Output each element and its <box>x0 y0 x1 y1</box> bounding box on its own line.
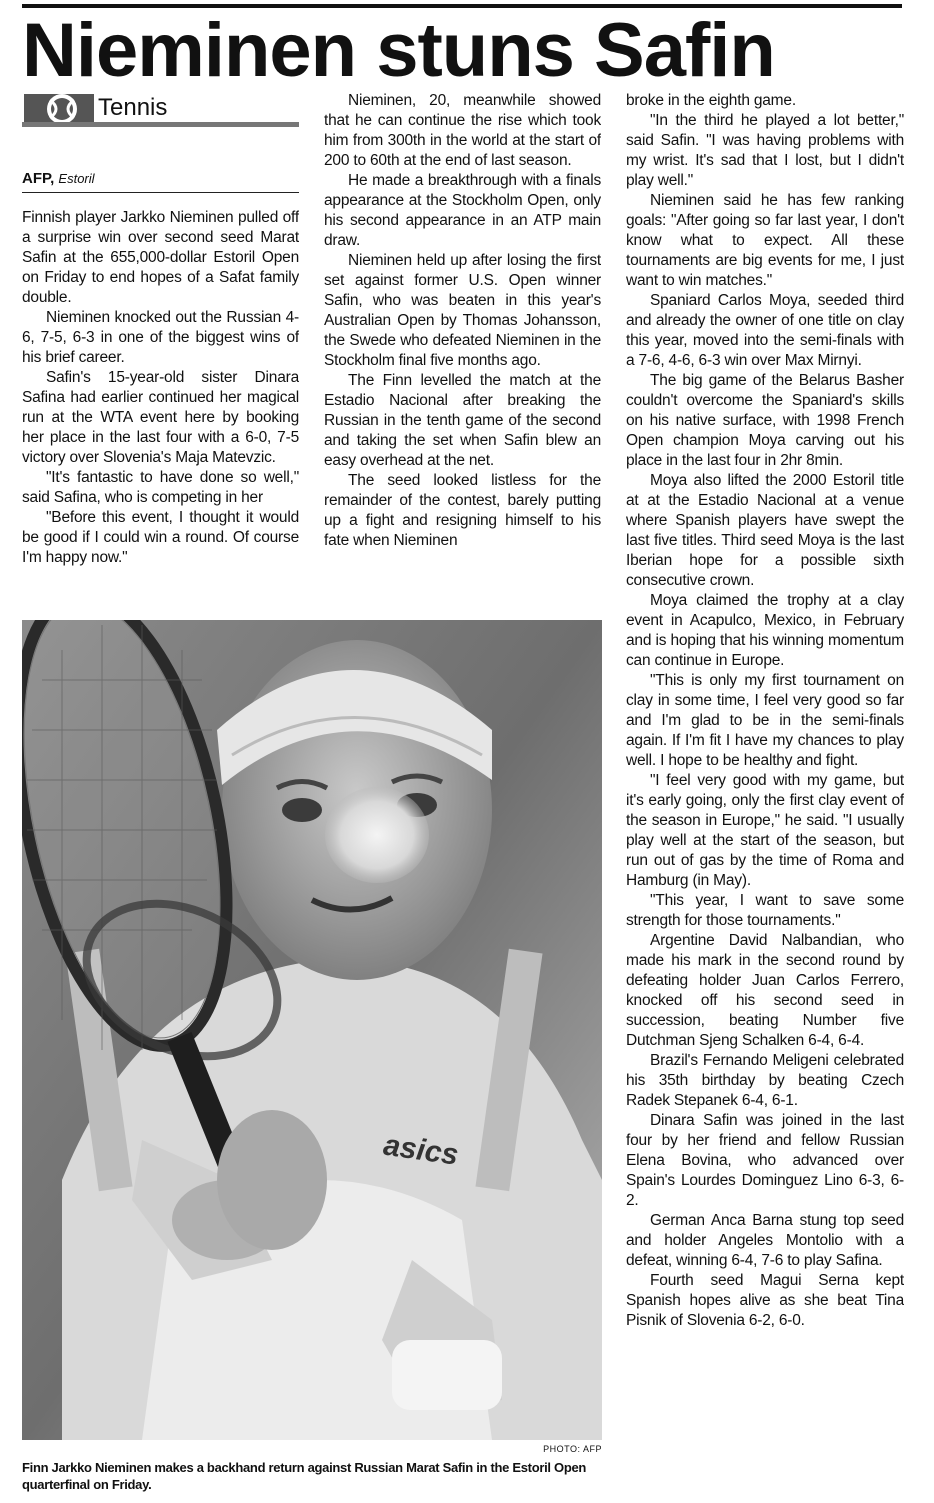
paragraph: The Finn levelled the match at the Estadio Nacional after breaking the Russian in the tenth game of the second and taking the set when Safin blew an easy overhead at the net. <box>324 372 601 469</box>
tennis-player-illustration <box>22 620 602 1440</box>
paragraph: Argentine David Nalbandian, who made his mark in the second round by defeating holder Juan Carlos Ferrero, knocked off his second seed in succession, beating Number five Dutchman Sjeng Schalken 6-4, 6-4. <box>626 932 904 1049</box>
paragraph: Spaniard Carlos Moya, seeded third and already the owner of one title on clay this year, moved into the semi-finals with a 7-6, 4-6, 6-3 win over Max Mirnyi. <box>626 292 904 369</box>
paragraph: Finnish player Jarkko Nieminen pulled off a surprise win over second seed Marat Safin at the 655,000-dollar Estoril Open on Friday to end hopes of a Safat family double. <box>22 209 299 306</box>
paragraph: He made a breakthrough with a finals appearance at the Stockholm Open, only his second appearance in an ATP main draw. <box>324 172 601 249</box>
paragraph: Brazil's Fernando Meligeni celebrated his 35th birthday by beating Czech Radek Stepanek 6-4, 6-1. <box>626 1052 904 1109</box>
paragraph: "This year, I want to save some strength for those tournaments." <box>626 892 904 929</box>
paragraph: The seed looked listless for the remainder of the contest, barely putting up a fight and resigning himself to his fate when Nieminen <box>324 472 601 549</box>
paragraph: Nieminen said he has few ranking goals: "After going so far last year, I don't know what to expect. All these tournaments are big events for me, I just want to win matches." <box>626 192 904 289</box>
byline-agency: AFP, <box>22 170 55 187</box>
byline <box>22 168 299 193</box>
paragraph: Nieminen knocked out the Russian 4-6, 7-5, 6-3 in one of the biggest wins of his brief career. <box>22 309 299 366</box>
paragraph: Fourth seed Magui Serna kept Spanish hopes alive as she beat Tina Pisnik of Slovenia 6-2, 6-0. <box>626 1272 904 1329</box>
paragraph: "I feel very good with my game, but it's early going, only the first clay event of the season in Europe," he said. "I usually play well at the start of the season, but run out of gas by the time of Roma and Hamburg (in May). <box>626 772 904 889</box>
paragraph: Nieminen, 20, meanwhile showed that he can continue the rise which took him from 300th in the world at the start of 200 to 60th at the end of last season. <box>324 92 601 169</box>
section-label: Tennis <box>98 94 168 121</box>
paragraph: broke in the eighth game. <box>626 92 796 109</box>
tennis-ball-icon <box>24 92 94 126</box>
paragraph: "It's fantastic to have done so well," said Safina, who is competing in her <box>22 469 299 506</box>
section-bar <box>22 122 299 127</box>
article-column-1 <box>22 208 299 606</box>
paragraph: "Before this event, I thought it would be good if I could win a round. Of course I'm happy now." <box>22 509 299 566</box>
photo-caption: Finn Jarkko Nieminen makes a backhand return against Russian Marat Safin in the Estoril Open quarterfinal on Friday. <box>22 1460 587 1492</box>
section-header <box>22 88 299 128</box>
news-photo <box>22 620 602 1440</box>
paragraph: Nieminen held up after losing the first set against former U.S. Open winner Safin, who was beaten in this year's Australian Open by Thomas Johansson, the Swede who defeated Nieminen in the Stockholm final five months ago. <box>324 252 601 369</box>
paragraph: The big game of the Belarus Basher couldn't overcome the Spaniard's skills on his native surface, with 1998 French Open champion Moya carving out his place in the last four in 2hr 8min. <box>626 372 904 469</box>
paragraph: "In the third he played a lot better," said Safin. "I was having problems with my wrist. It's sad that I lost, but I didn't play well." <box>626 112 904 189</box>
shirt-logo: asics <box>381 1128 461 1172</box>
photo-credit: PHOTO: AFP <box>543 1444 602 1454</box>
paragraph: "This is only my first tournament on clay in some time, I feel very good so far and I'm glad to be in the semi-finals again. If I'm fit I have my chances to play well. I hope to be healthy and fight. <box>626 672 904 769</box>
byline-location: Estoril <box>58 171 95 186</box>
paragraph: Moya also lifted the 2000 Estoril title at at the Estadio Nacional at a venue where Spanish players have swept the last five titles. Third seed Moya is the last Iberian hope for a possible sixth consecutive crown. <box>626 472 904 589</box>
article-column-2 <box>324 91 601 606</box>
paragraph: Moya claimed the trophy at a clay event in Acapulco, Mexico, in February and is hoping that his winning momentum can continue in Europe. <box>626 592 904 669</box>
headline: Nieminen stuns Safin <box>22 8 775 93</box>
paragraph: Safin's 15-year-old sister Dinara Safina had earlier continued her magical run at the WTA event here by booking her place in the last four with a 6-0, 7-5 victory over Slovenia's Maja Matevzic. <box>22 369 299 466</box>
paragraph: Dinara Safin was joined in the last four by her friend and fellow Russian Elena Bovina, who advanced over Spain's Lourdes Dominguez Lino 6-3, 6-2. <box>626 1112 904 1209</box>
paragraph: German Anca Barna stung top seed and holder Angeles Montolio with a defeat, winning 6-4, 7-6 to play Safina. <box>626 1212 904 1269</box>
article-column-3 <box>626 91 904 1496</box>
